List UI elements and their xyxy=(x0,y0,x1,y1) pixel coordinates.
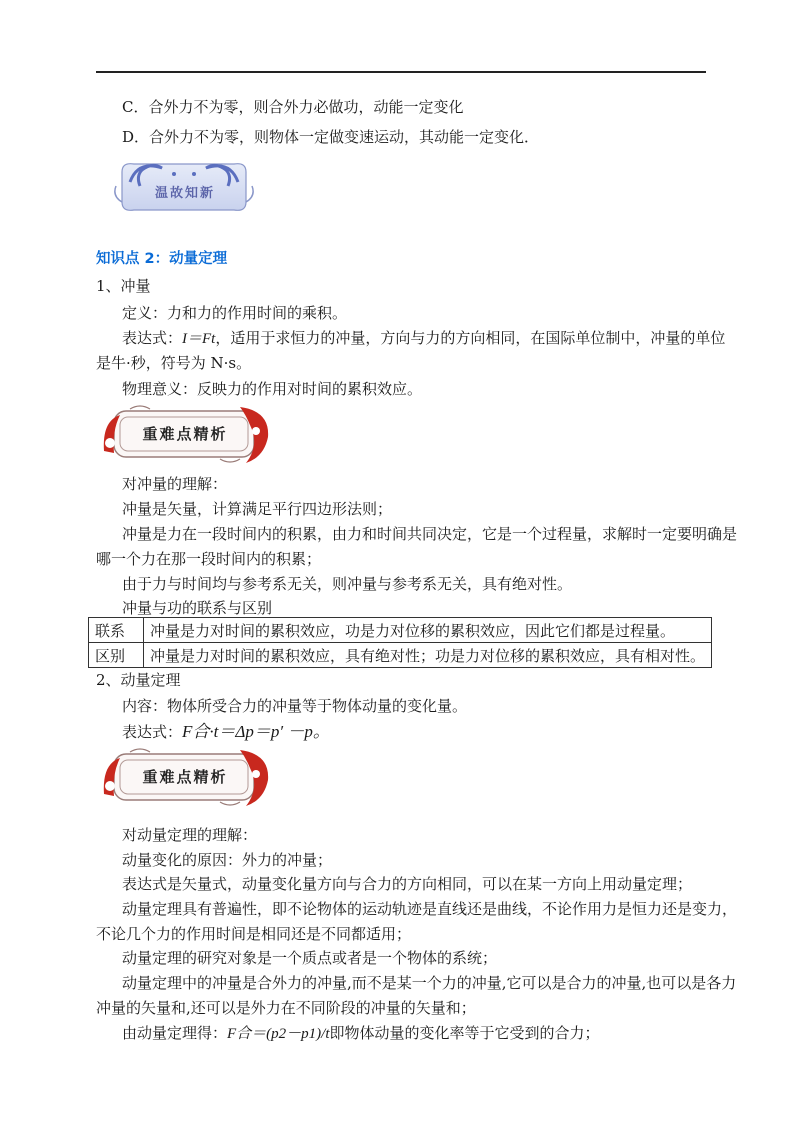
s1-understanding-2: 冲量是矢量，计算满足平行四边形法则； xyxy=(122,500,393,518)
header-rule xyxy=(96,71,706,73)
s1-expression xyxy=(96,328,734,349)
s1-understanding-3b: 哪一个力在那一段时间内的积累； xyxy=(96,550,322,568)
s1-definition: 定义：力和力的作用时间的乘积。 xyxy=(122,304,348,322)
s2-expression xyxy=(96,722,734,742)
s2-understanding-4b: 不论几个力的作用时间是相同还是不同都适用； xyxy=(96,925,412,943)
s2-understanding-5: 动量定理的研究对象是一个质点或者是一个物体的系统； xyxy=(122,949,498,967)
s2-expr-prefix: 表达式： xyxy=(122,723,183,741)
s2-understanding-3: 表达式是矢量式，动量变化量方向与合力的方向相同，可以在某一方向上用动量定理； xyxy=(122,875,693,893)
table-row xyxy=(89,618,712,643)
table-cell-key: 区别 xyxy=(89,643,144,668)
s1-understanding-5: 冲量与功的联系与区别 xyxy=(122,599,273,617)
s2-understanding-1: 对动量定理的理解： xyxy=(122,826,258,844)
table-cell-value: 冲量是力对时间的累积效应，功是力对位移的累积效应，因此它们都是过程量。 xyxy=(143,618,711,643)
option-c: C．合外力不为零，则合外力必做功，动能一定变化 xyxy=(122,98,464,116)
table-cell-key: 联系 xyxy=(89,618,144,643)
s2-title: 2、动量定理 xyxy=(96,671,181,689)
s2-expr-formula: F合·t＝Δp＝p′ －p。 xyxy=(182,722,330,741)
s1-title: 1、冲量 xyxy=(96,277,151,295)
s2-u7-rest: 即物体动量的变化率等于它受到的合力； xyxy=(329,1024,600,1042)
key-point-badge-1-text: 重难点精析 xyxy=(142,425,228,443)
comparison-table xyxy=(88,617,712,668)
s2-understanding-2: 动量变化的原因：外力的冲量； xyxy=(122,851,333,869)
key-point-badge-2 xyxy=(100,744,272,810)
s1-understanding-3a: 冲量是力在一段时间内的积累，由力和时间共同决定，它是一个过程量，求解时一定要明确是 xyxy=(122,525,738,543)
s2-understanding-7 xyxy=(96,1023,734,1044)
key-point-badge-2-text: 重难点精析 xyxy=(142,768,228,786)
s2-understanding-6a: 动量定理中的冲量是合外力的冲量,而不是某一个力的冲量,它可以是合力的冲量,也可以是各力 xyxy=(122,974,737,992)
s1-understanding-1: 对冲量的理解： xyxy=(122,475,228,493)
s2-u7-formula: F合＝(p2－p1)/t xyxy=(227,1026,330,1042)
review-banner-text: 温故知新 xyxy=(154,186,215,201)
s2-understanding-4a: 动量定理具有普遍性，即不论物体的运动轨迹是直线还是曲线，不论作用力是恒力还是变力， xyxy=(122,900,738,918)
s1-meaning: 物理意义：反映力的作用对时间的累积效应。 xyxy=(122,380,423,398)
s1-expr-formula: I＝Ft xyxy=(182,331,216,347)
table-row xyxy=(89,643,712,668)
s2-u7-prefix: 由动量定理得： xyxy=(122,1024,228,1042)
s1-expression-cont: 是牛·秒，符号为 N·s。 xyxy=(96,354,252,372)
section-heading: 知识点 2：动量定理 xyxy=(96,251,228,267)
s2-understanding-6b: 冲量的矢量和,还可以是外力在不同阶段的冲量的矢量和； xyxy=(96,999,476,1017)
s1-understanding-4: 由于力与时间均与参考系无关，则冲量与参考系无关，具有绝对性。 xyxy=(122,575,573,593)
s1-expr-rest: ，适用于求恒力的冲量，方向与力的方向相同，在国际单位制中，冲量的单位 xyxy=(215,329,726,347)
table-cell-value: 冲量是力对时间的累积效应，具有绝对性；功是力对位移的累积效应，具有相对性。 xyxy=(143,643,711,668)
s2-content: 内容：物体所受合力的冲量等于物体动量的变化量。 xyxy=(122,697,468,715)
option-d: D．合外力不为零，则物体一定做变速运动，其动能一定变化． xyxy=(122,128,540,146)
review-banner xyxy=(112,152,256,218)
key-point-badge-1 xyxy=(100,401,272,467)
s1-expr-prefix: 表达式： xyxy=(122,329,183,347)
